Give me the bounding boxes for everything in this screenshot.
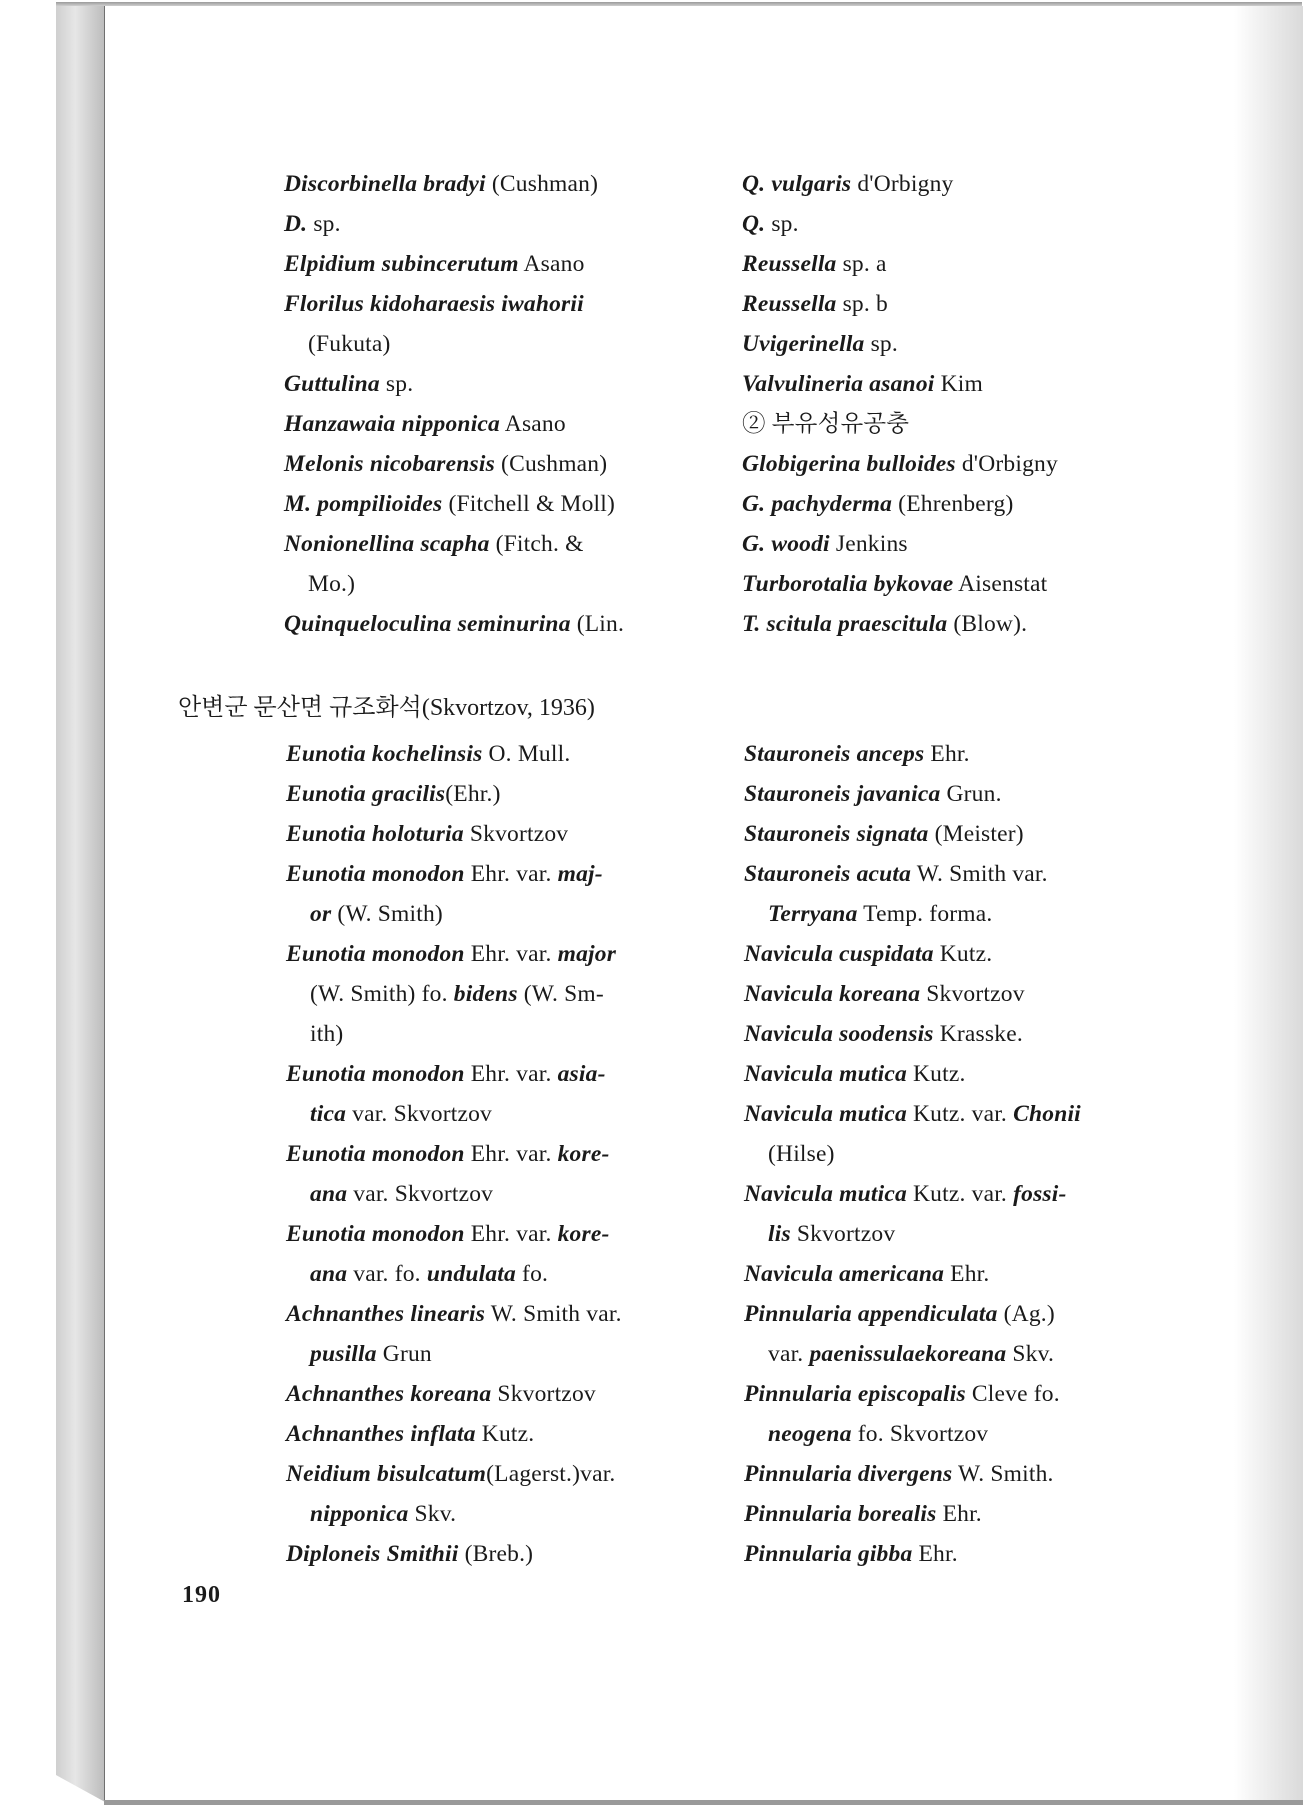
taxon-name: Eunotia monodon <box>286 861 465 887</box>
taxon-name: Eunotia gracilis <box>286 781 446 807</box>
book-bottom-edge <box>104 1800 1303 1805</box>
taxon-entry <box>284 524 714 564</box>
book-spine-edge <box>56 6 105 1802</box>
taxon-entry <box>742 244 1172 284</box>
taxon-name: Stauroneis javanica <box>744 781 941 807</box>
taxon-authority: (W. Smith) fo. <box>310 981 454 1007</box>
taxon-name: D. <box>284 211 308 237</box>
taxon-authority: Kim <box>934 371 983 397</box>
taxon-name: ana <box>310 1261 348 1287</box>
taxon-entry <box>286 1054 716 1094</box>
taxon-name: Pinnularia divergens <box>744 1461 953 1487</box>
taxon-entry <box>744 894 1174 934</box>
taxon-authority: Cleve fo. <box>965 1381 1060 1407</box>
taxon-name: Quinqueloculina seminurina <box>284 611 571 637</box>
taxon-entry <box>286 814 716 854</box>
taxon-entry <box>744 814 1174 854</box>
taxon-entry <box>286 1454 716 1494</box>
taxon-authority: fo. Skvortzov <box>851 1421 989 1447</box>
taxon-name: Pinnularia borealis <box>744 1501 937 1527</box>
taxon-name: fossi- <box>1013 1181 1067 1207</box>
taxon-authority: Kutz. <box>906 1061 966 1087</box>
taxon-name: Reussella <box>742 251 837 277</box>
taxon-name: T. scitula praescitula <box>742 611 948 637</box>
taxon-authority: (Ehrenberg) <box>892 491 1014 517</box>
taxon-entry <box>744 1294 1174 1334</box>
taxon-entry <box>744 1334 1174 1374</box>
taxon-entry <box>284 284 714 324</box>
foraminifera-list-right <box>742 164 1172 644</box>
taxon-authority: Asano <box>500 411 566 437</box>
taxon-authority: (Lagerst.)var. <box>486 1461 616 1487</box>
taxon-entry <box>286 774 716 814</box>
page-shadow <box>1234 6 1303 1800</box>
taxon-entry <box>742 284 1172 324</box>
taxon-name: Diploneis Smithii <box>286 1541 459 1567</box>
taxon-entry <box>744 1094 1174 1134</box>
taxon-name: Hanzawaia nipponica <box>284 411 500 437</box>
taxon-entry <box>286 1254 716 1294</box>
taxon-name: Elpidium subincerutum <box>284 251 519 277</box>
taxon-authority: (Ehr.) <box>445 781 501 807</box>
taxon-name: lis <box>768 1221 791 1247</box>
taxon-authority: W. Smith. <box>952 1461 1054 1487</box>
taxon-authority: var. Skvortzov <box>347 1181 494 1207</box>
taxon-entry <box>742 204 1172 244</box>
taxon-entry <box>744 854 1174 894</box>
taxon-authority: Temp. forma. <box>857 901 993 927</box>
taxon-entry <box>286 894 716 934</box>
foraminifera-list-left <box>284 164 714 644</box>
taxon-authority: Kutz. <box>475 1421 535 1447</box>
taxon-authority: var. fo. <box>347 1261 427 1287</box>
taxon-authority: W. Smith var. <box>485 1301 622 1327</box>
taxon-authority: Aisenstat <box>953 571 1048 597</box>
taxon-authority: Ehr. <box>936 1501 982 1527</box>
taxon-authority: (Fitchell & Moll) <box>442 491 616 517</box>
taxon-entry <box>286 974 716 1014</box>
taxon-authority: (Hilse) <box>768 1141 835 1167</box>
taxon-entry <box>742 324 1172 364</box>
taxon-authority: (W. Smith) <box>331 901 443 927</box>
taxon-authority: (Cushman) <box>485 171 599 197</box>
taxon-entry <box>744 734 1174 774</box>
taxon-name: Valvulineria asanoi <box>742 371 935 397</box>
taxon-name: Discorbinella bradyi <box>284 171 486 197</box>
taxon-authority: Kutz. var. <box>906 1101 1014 1127</box>
taxon-authority: O. Mull. <box>482 741 571 767</box>
taxon-authority: Skv. <box>1006 1341 1055 1367</box>
taxon-entry <box>286 1014 716 1054</box>
taxon-authority: var. <box>768 1341 810 1367</box>
taxon-authority: Ehr. var. <box>464 1141 558 1167</box>
taxon-authority: Jenkins <box>829 531 908 557</box>
taxon-name: Eunotia monodon <box>286 1061 465 1087</box>
taxon-entry <box>742 164 1172 204</box>
taxon-entry <box>286 1334 716 1374</box>
taxon-authority: Skvortzov <box>790 1221 896 1247</box>
taxon-entry <box>744 1534 1174 1574</box>
taxon-name: Navicula koreana <box>744 981 921 1007</box>
taxon-entry <box>284 244 714 284</box>
taxon-name: or <box>310 901 332 927</box>
taxon-name: Q. <box>742 211 766 237</box>
taxon-name: Eunotia monodon <box>286 1221 465 1247</box>
taxon-authority: Ehr. var. <box>464 861 558 887</box>
taxon-name: ana <box>310 1181 348 1207</box>
taxon-entry <box>744 1054 1174 1094</box>
taxon-name: nipponica <box>310 1501 409 1527</box>
taxon-entry <box>744 1414 1174 1454</box>
taxon-entry <box>284 204 714 244</box>
taxon-entry <box>286 1294 716 1334</box>
taxon-name: undulata <box>426 1261 516 1287</box>
taxon-name: M. pompilioides <box>284 491 443 517</box>
taxon-authority: sp. <box>864 331 898 357</box>
taxon-authority: Ehr. <box>912 1541 958 1567</box>
taxon-authority: Grun <box>376 1341 432 1367</box>
taxon-name: Navicula americana <box>744 1261 945 1287</box>
taxon-name: tica <box>310 1101 347 1127</box>
taxon-name: G. woodi <box>742 531 830 557</box>
taxon-entry <box>744 974 1174 1014</box>
taxon-entry <box>284 444 714 484</box>
taxon-authority: sp. b <box>836 291 888 317</box>
taxon-authority: (Ag.) <box>997 1301 1055 1327</box>
taxon-authority: fo. <box>515 1261 549 1287</box>
taxon-authority: (Cushman) <box>494 451 608 477</box>
taxon-name: Navicula cuspidata <box>744 941 934 967</box>
taxon-entry <box>744 1494 1174 1534</box>
taxon-name: Pinnularia gibba <box>744 1541 913 1567</box>
taxon-entry <box>742 484 1172 524</box>
taxon-name: Stauroneis acuta <box>744 861 912 887</box>
taxon-authority: (Fitch. & <box>489 531 584 557</box>
taxon-name: Nonionellina scapha <box>284 531 490 557</box>
taxon-entry <box>744 1134 1174 1174</box>
taxon-authority: var. Skvortzov <box>346 1101 492 1127</box>
taxon-entry <box>744 1214 1174 1254</box>
page-number: 190 <box>182 1582 221 1608</box>
taxon-name: major <box>557 941 617 967</box>
taxon-entry <box>286 854 716 894</box>
taxon-name: Uvigerinella <box>742 331 865 357</box>
taxon-name: Achnanthes inflata <box>286 1421 476 1447</box>
taxon-authority: Ehr. <box>944 1261 990 1287</box>
taxon-entry <box>284 324 714 364</box>
taxon-name: Pinnularia appendiculata <box>744 1301 998 1327</box>
taxon-name: kore- <box>557 1221 610 1247</box>
taxon-authority: (Meister) <box>928 821 1024 847</box>
taxon-name: asia- <box>557 1061 606 1087</box>
taxon-name: Pinnularia episcopalis <box>744 1381 966 1407</box>
taxon-name: Eunotia monodon <box>286 941 465 967</box>
taxon-authority: Krasske. <box>933 1021 1023 1047</box>
taxon-name: Florilus kidoharaesis iwahorii <box>284 291 584 317</box>
taxon-name: Turborotalia bykovae <box>742 571 954 597</box>
taxon-entry <box>286 1374 716 1414</box>
taxon-authority: (Lin. <box>570 611 625 637</box>
diatom-section-heading: 안변군 문산면 규조화석(Skvortzov, 1936) <box>178 695 595 721</box>
taxon-authority: Grun. <box>940 781 1002 807</box>
taxon-name: paenissulaekoreana <box>809 1341 1007 1367</box>
taxon-authority: sp. <box>765 211 799 237</box>
taxon-entry <box>286 1414 716 1454</box>
taxon-authority: Ehr. var. <box>464 1061 558 1087</box>
taxon-authority: Skvortzov <box>920 981 1025 1007</box>
taxon-name: Eunotia holoturia <box>286 821 464 847</box>
taxon-authority: Mo.) <box>308 571 356 597</box>
taxon-authority: sp. <box>307 211 341 237</box>
taxon-name: Stauroneis anceps <box>744 741 925 767</box>
taxon-entry <box>744 1174 1174 1214</box>
taxon-entry <box>284 604 714 644</box>
taxon-name: Neidium bisulcatum <box>286 1461 487 1487</box>
taxon-entry <box>742 364 1172 404</box>
taxon-authority: Skv. <box>408 1501 457 1527</box>
taxon-authority: Ehr. <box>924 741 970 767</box>
taxon-name: Chonii <box>1013 1101 1081 1127</box>
taxon-entry <box>286 734 716 774</box>
taxon-name: neogena <box>768 1421 852 1447</box>
taxon-authority: Skvortzov <box>463 821 569 847</box>
taxon-entry <box>742 564 1172 604</box>
taxon-authority: d'Orbigny <box>851 171 954 197</box>
taxon-name: Reussella <box>742 291 837 317</box>
taxon-entry <box>284 564 714 604</box>
taxon-authority: (W. Sm- <box>517 981 604 1007</box>
diatom-list-left <box>286 734 716 1574</box>
taxon-name: maj- <box>557 861 603 887</box>
taxon-authority: ② 부유성유공충 <box>742 411 910 437</box>
taxon-entry <box>744 1014 1174 1054</box>
taxon-name: Melonis nicobarensis <box>284 451 495 477</box>
taxon-authority: d'Orbigny <box>955 451 1058 477</box>
taxon-name: pusilla <box>310 1341 377 1367</box>
taxon-name: bidens <box>453 981 518 1007</box>
taxon-entry <box>286 1094 716 1134</box>
taxon-name: Eunotia kochelinsis <box>286 741 483 767</box>
taxon-entry <box>286 934 716 974</box>
taxon-entry <box>744 1454 1174 1494</box>
taxon-name: Achnanthes linearis <box>286 1301 486 1327</box>
taxon-name: Q. vulgaris <box>742 171 852 197</box>
taxon-entry <box>284 404 714 444</box>
taxon-authority: (Fukuta) <box>308 331 391 357</box>
taxon-entry <box>742 404 1172 444</box>
taxon-entry <box>742 604 1172 644</box>
taxon-name: Navicula mutica <box>744 1181 907 1207</box>
taxon-authority: sp. <box>379 371 414 397</box>
taxon-entry <box>742 444 1172 484</box>
taxon-authority: (Breb.) <box>458 1541 534 1567</box>
diatom-list-right <box>744 734 1174 1574</box>
taxon-name: Navicula mutica <box>744 1101 907 1127</box>
taxon-name: Guttulina <box>284 371 380 397</box>
taxon-entry <box>284 364 714 404</box>
taxon-authority: Ehr. var. <box>464 941 558 967</box>
taxon-name: Navicula mutica <box>744 1061 907 1087</box>
taxon-authority: sp. a <box>836 251 887 277</box>
taxon-entry <box>286 1534 716 1574</box>
taxon-authority: Skvortzov <box>491 1381 596 1407</box>
taxon-entry <box>286 1494 716 1534</box>
taxon-name: Globigerina bulloides <box>742 451 956 477</box>
taxon-name: Eunotia monodon <box>286 1141 465 1167</box>
taxon-name: kore- <box>557 1141 610 1167</box>
taxon-entry <box>744 774 1174 814</box>
taxon-entry <box>284 164 714 204</box>
taxon-entry <box>744 1254 1174 1294</box>
taxon-entry <box>286 1174 716 1214</box>
taxon-authority: ith) <box>310 1021 344 1047</box>
taxon-entry <box>286 1214 716 1254</box>
taxon-name: Stauroneis signata <box>744 821 929 847</box>
taxon-name: G. pachyderma <box>742 491 893 517</box>
taxon-entry <box>742 524 1172 564</box>
taxon-name: Terryana <box>768 901 858 927</box>
taxon-authority: W. Smith var. <box>911 861 1048 887</box>
taxon-authority: Asano <box>518 251 585 277</box>
taxon-name: Achnanthes koreana <box>286 1381 492 1407</box>
taxon-authority: Ehr. var. <box>464 1221 558 1247</box>
taxon-authority: (Blow). <box>947 611 1028 637</box>
taxon-entry <box>284 484 714 524</box>
taxon-entry <box>744 934 1174 974</box>
taxon-entry <box>286 1134 716 1174</box>
taxon-name: Navicula soodensis <box>744 1021 934 1047</box>
taxon-authority: Kutz. <box>933 941 993 967</box>
taxon-entry <box>744 1374 1174 1414</box>
taxon-authority: Kutz. var. <box>906 1181 1014 1207</box>
